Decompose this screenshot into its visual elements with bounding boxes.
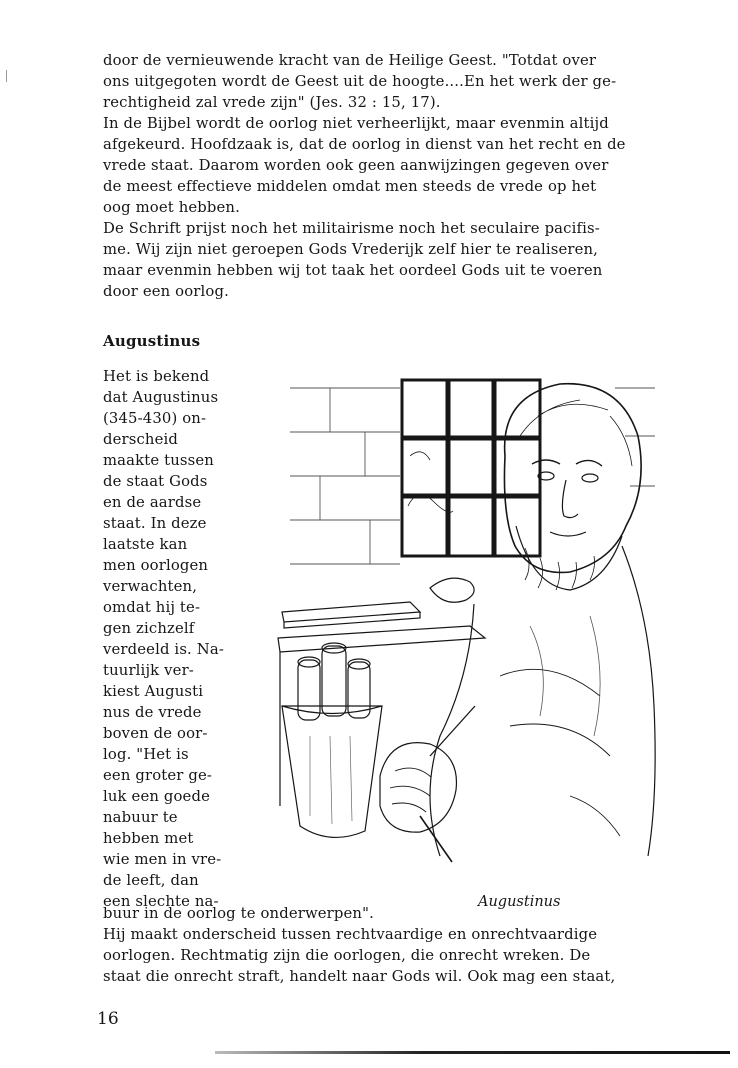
stone-wall — [290, 388, 655, 564]
column-line: verwachten, — [103, 578, 198, 595]
page-bottom-edge — [215, 1051, 730, 1054]
augustinus-figure — [430, 384, 655, 856]
barred-window — [402, 380, 540, 556]
section-heading: Augustinus — [103, 332, 201, 350]
column-line: log. "Het is — [103, 746, 189, 763]
column-line: men oorlogen — [103, 557, 209, 574]
column-line: hebben met — [103, 830, 194, 847]
text-line: Hij maakt onderscheid tussen rechtvaardige en onrechtvaardige — [103, 926, 598, 943]
text-line: De Schrift prijst noch het militairisme noch het seculaire pacifis- — [103, 220, 600, 237]
column-line: tuurlijk ver- — [103, 662, 194, 679]
column-line: een slechte na- — [103, 893, 219, 910]
column-line: boven de oor- — [103, 725, 208, 742]
column-line: kiest Augusti — [103, 683, 204, 700]
text-line: de meest effectieve middelen omdat men steeds de vrede op het — [103, 178, 597, 195]
column-line: (345-430) on- — [103, 410, 207, 427]
column-line: een groter ge- — [103, 767, 213, 784]
page-number: 16 — [97, 1009, 119, 1029]
figure-caption: Augustinus — [478, 894, 561, 910]
illustration-drawing — [270, 376, 660, 866]
column-line: luk een goede — [103, 788, 210, 805]
column-line: gen zichzelf — [103, 620, 195, 637]
column-line: nabuur te — [103, 809, 178, 826]
text-line: door de vernieuwende kracht van de Heilige Geest. "Totdat over — [103, 52, 597, 69]
text-line: door een oorlog. — [103, 283, 229, 300]
text-line: rechtigheid zal vrede zijn" (Jes. 32 : 15, 17). — [103, 94, 441, 111]
text-line: buur in de oorlog te onderwerpen". — [103, 905, 374, 922]
scan-edge-mark — [6, 70, 7, 82]
augustinus-illustration — [270, 376, 660, 866]
text-line: In de Bijbel wordt de oorlog niet verheerlijkt, maar evenmin altijd — [103, 115, 609, 132]
text-line: me. Wij zijn niet geroepen Gods Vrederijk zelf hier te realiseren, — [103, 241, 599, 258]
column-line: nus de vrede — [103, 704, 202, 721]
column-line: staat. In deze — [103, 515, 207, 532]
column-line: derscheid — [103, 431, 179, 448]
column-line: en de aardse — [103, 494, 202, 511]
hand-with-quill — [380, 706, 475, 862]
text-line: staat die onrecht straft, handelt naar Gods wil. Ook mag een staat, — [103, 968, 616, 985]
column-line: de leeft, dan — [103, 872, 199, 889]
column-line: verdeeld is. Na- — [103, 641, 224, 658]
column-line: dat Augustinus — [103, 389, 219, 406]
text-line: oog moet hebben. — [103, 199, 240, 216]
column-line: omdat hij te- — [103, 599, 201, 616]
text-line: afgekeurd. Hoofdzaak is, dat de oorlog in dienst van het recht en de — [103, 136, 626, 153]
scroll-basket — [282, 643, 382, 837]
column-line: wie men in vre- — [103, 851, 222, 868]
text-line: vrede staat. Daarom worden ook geen aanwijzingen gegeven over — [103, 157, 609, 174]
text-line: ons uitgegoten wordt de Geest uit de hoogte....En het werk der ge- — [103, 73, 617, 90]
column-line: de staat Gods — [103, 473, 208, 490]
column-line: Het is bekend — [103, 368, 210, 385]
text-line: maar evenmin hebben wij tot taak het oordeel Gods uit te voeren — [103, 262, 603, 279]
column-line: laatste kan — [103, 536, 188, 553]
column-line: maakte tussen — [103, 452, 214, 469]
text-line: oorlogen. Rechtmatig zijn die oorlogen, die onrecht wreken. De — [103, 947, 591, 964]
